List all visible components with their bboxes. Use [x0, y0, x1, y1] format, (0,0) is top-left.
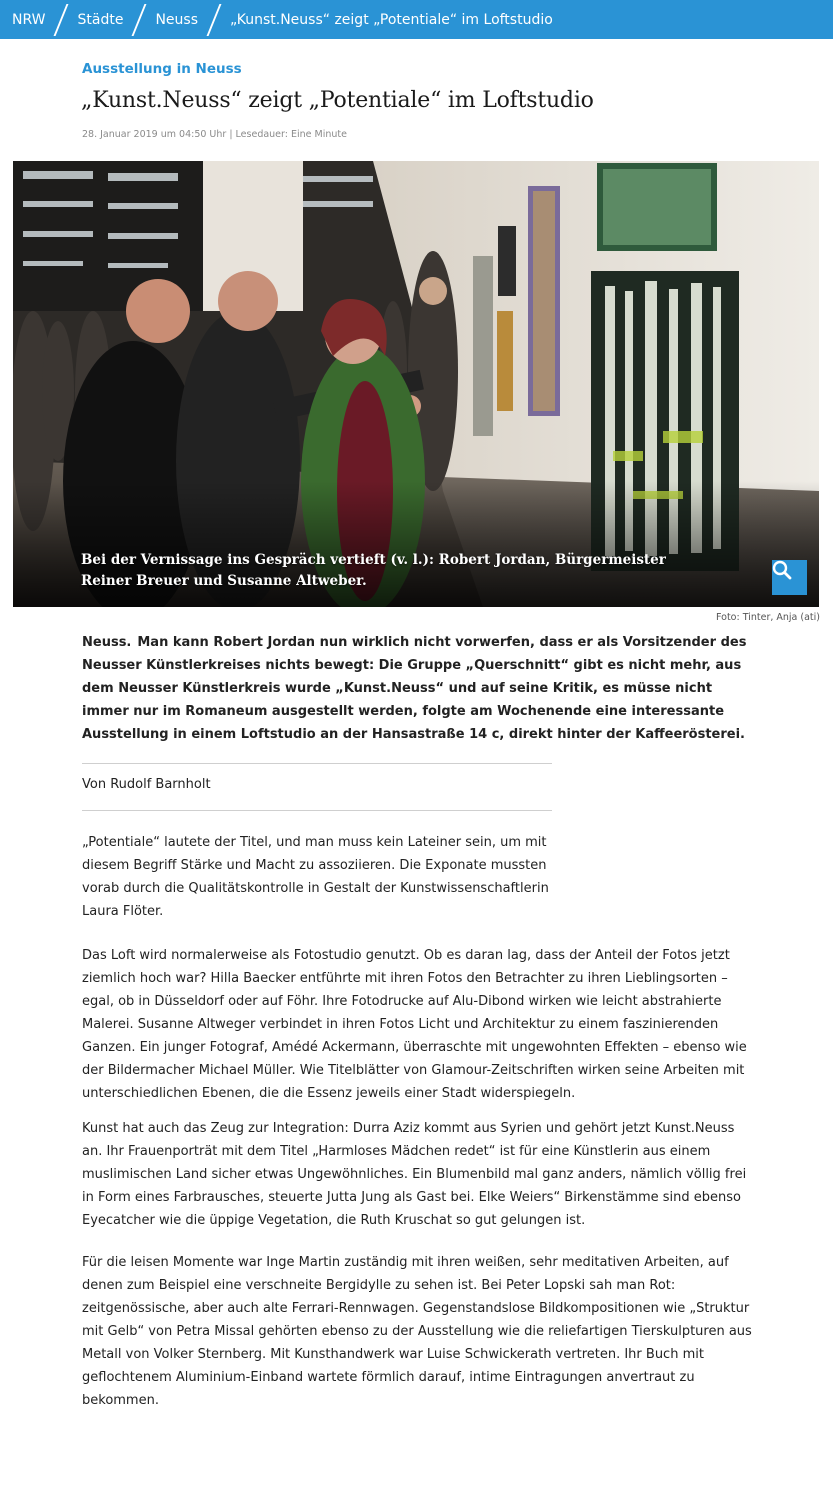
breadcrumb — [0, 0, 833, 39]
search-icon — [772, 560, 792, 580]
breadcrumb-item-neuss[interactable]: Neuss — [155, 11, 198, 28]
breadcrumb-separator — [55, 0, 67, 39]
divider — [82, 763, 552, 764]
breadcrumb-separator — [208, 0, 220, 39]
article-meta: 28. Januar 2019 um 04:50 Uhr | Lesedauer: Eine Minute — [82, 129, 347, 140]
article-author: Von Rudolf Barnholt — [82, 777, 211, 792]
photo-caption: Bei der Vernissage ins Gespräch vertieft (v. l.): Robert Jordan, Bürgermeister Reiner Breuer und Susanne Altweber. — [81, 552, 666, 589]
article-paragraph: „Potentiale“ lautete der Titel, und man muss kein Lateiner sein, um mit diesem Begriff Stärke und Macht zu assoziieren. Die Exponate mussten vorab durch die Qualitätskontrolle in Gestalt der Kunstwissenschaftlerin Laura Flöter. — [82, 835, 549, 919]
photo-illustration — [13, 161, 819, 607]
article-photo[interactable] — [13, 161, 819, 607]
photo-zoom-button[interactable] — [772, 560, 807, 595]
breadcrumb-item-staedte[interactable]: Städte — [77, 11, 124, 28]
article-paragraph: Für die leisen Momente war Inge Martin zuständig mit ihren weißen, sehr meditativen Arbeiten, auf denen zum Beispiel eine verschneite Bergidylle zu sehen ist. Bei Peter Lopski sah man Rot: zeitgenössische, aber auch alte Ferrari-Rennwagen. Gegenstandslose Bildkompositionen wie „Struktur mit Gelb“ von Petra Missal gehörten ebenso zu der Ausstellung wie die reliefartigen Tierskulpturen aus Metall von Volker Sternberg. Mit Kunsthandwerk war Luise Schwickerath vertreten. Ihr Buch mit geflochtenem Aluminium-Einband wartete förmlich darauf, intime Eintragungen anvertraut zu bekommen. — [82, 1255, 752, 1408]
breadcrumb-separator — [133, 0, 145, 39]
divider — [82, 810, 552, 811]
breadcrumb-item-nrw[interactable]: NRW — [12, 11, 46, 28]
lead-place: Neuss. — [82, 635, 132, 650]
article-kicker: Ausstellung in Neuss — [82, 61, 242, 77]
article-paragraph: Kunst hat auch das Zeug zur Integration: Durra Aziz kommt aus Syrien und gehört jetzt Kunst.Neuss an. Ihr Frauenporträt mit dem Titel „Harmloses Mädchen redet“ ist für eine Künstlerin aus einem muslimischen Land sicher etwas Ungewöhnliches. Ein Blumenbild mal ganz anders, nämlich völlig frei in Form eines Farbrausches, steuerte Jutta Jung als Gast bei. Elke Weiers“ Birkenstämme sind ebenso Eyecatcher wie die üppige Vegetation, die Ruth Kruschat so gut gelungen ist. — [82, 1121, 747, 1228]
lead-text: Man kann Robert Jordan nun wirklich nicht vorwerfen, dass er als Vorsitzender des Neusser Künstlerkreises nichts bewegt: Die Gruppe „Querschnitt“ gibt es nicht mehr, aus dem Neusser Künstlerkreis wurde „Kunst.Neuss“ und auf seine Kritik, es müsse nicht immer nur im Romaneum ausgestellt werden, folgte am Wochenende eine interessante Ausstellung in einem Loftstudio an der Hansastraße 14 c, direkt hinter der Kaffeerösterei. — [82, 635, 747, 742]
article-title: „Kunst.Neuss“ zeigt „Potentiale“ im Loftstudio — [81, 88, 594, 113]
article-paragraph: Das Loft wird normalerweise als Fotostudio genutzt. Ob es daran lag, dass der Anteil der Fotos jetzt ziemlich hoch war? Hilla Baecker entführte mit ihren Fotos den Betrachter zu ihren Lieblingsorten – egal, ob in Düsseldorf oder auf Föhr. Ihre Fotodrucke auf Alu-Dibond wirken wie leicht abstrahierte Malerei. Susanne Altweger verbindet in ihren Fotos Licht und Architektur zu einem faszinierenden Ganzen. Ein junger Fotograf, Amédé Ackermann, überraschte mit ungewohnten Effekten – ebenso wie der Bildermacher Michael Müller. Wie Titelblätter von Glamour-Zeitschriften wirken seine Arbeiten mit unterschiedlichen Ebenen, die die Essenz jeweils einer Stadt widerspiegeln. — [82, 948, 747, 1101]
breadcrumb-item-current[interactable]: „Kunst.Neuss“ zeigt „Potentiale“ im Loftstudio — [229, 11, 553, 28]
photo-credit: Foto: Tinter, Anja (ati) — [716, 612, 820, 623]
article-lead — [82, 631, 752, 746]
